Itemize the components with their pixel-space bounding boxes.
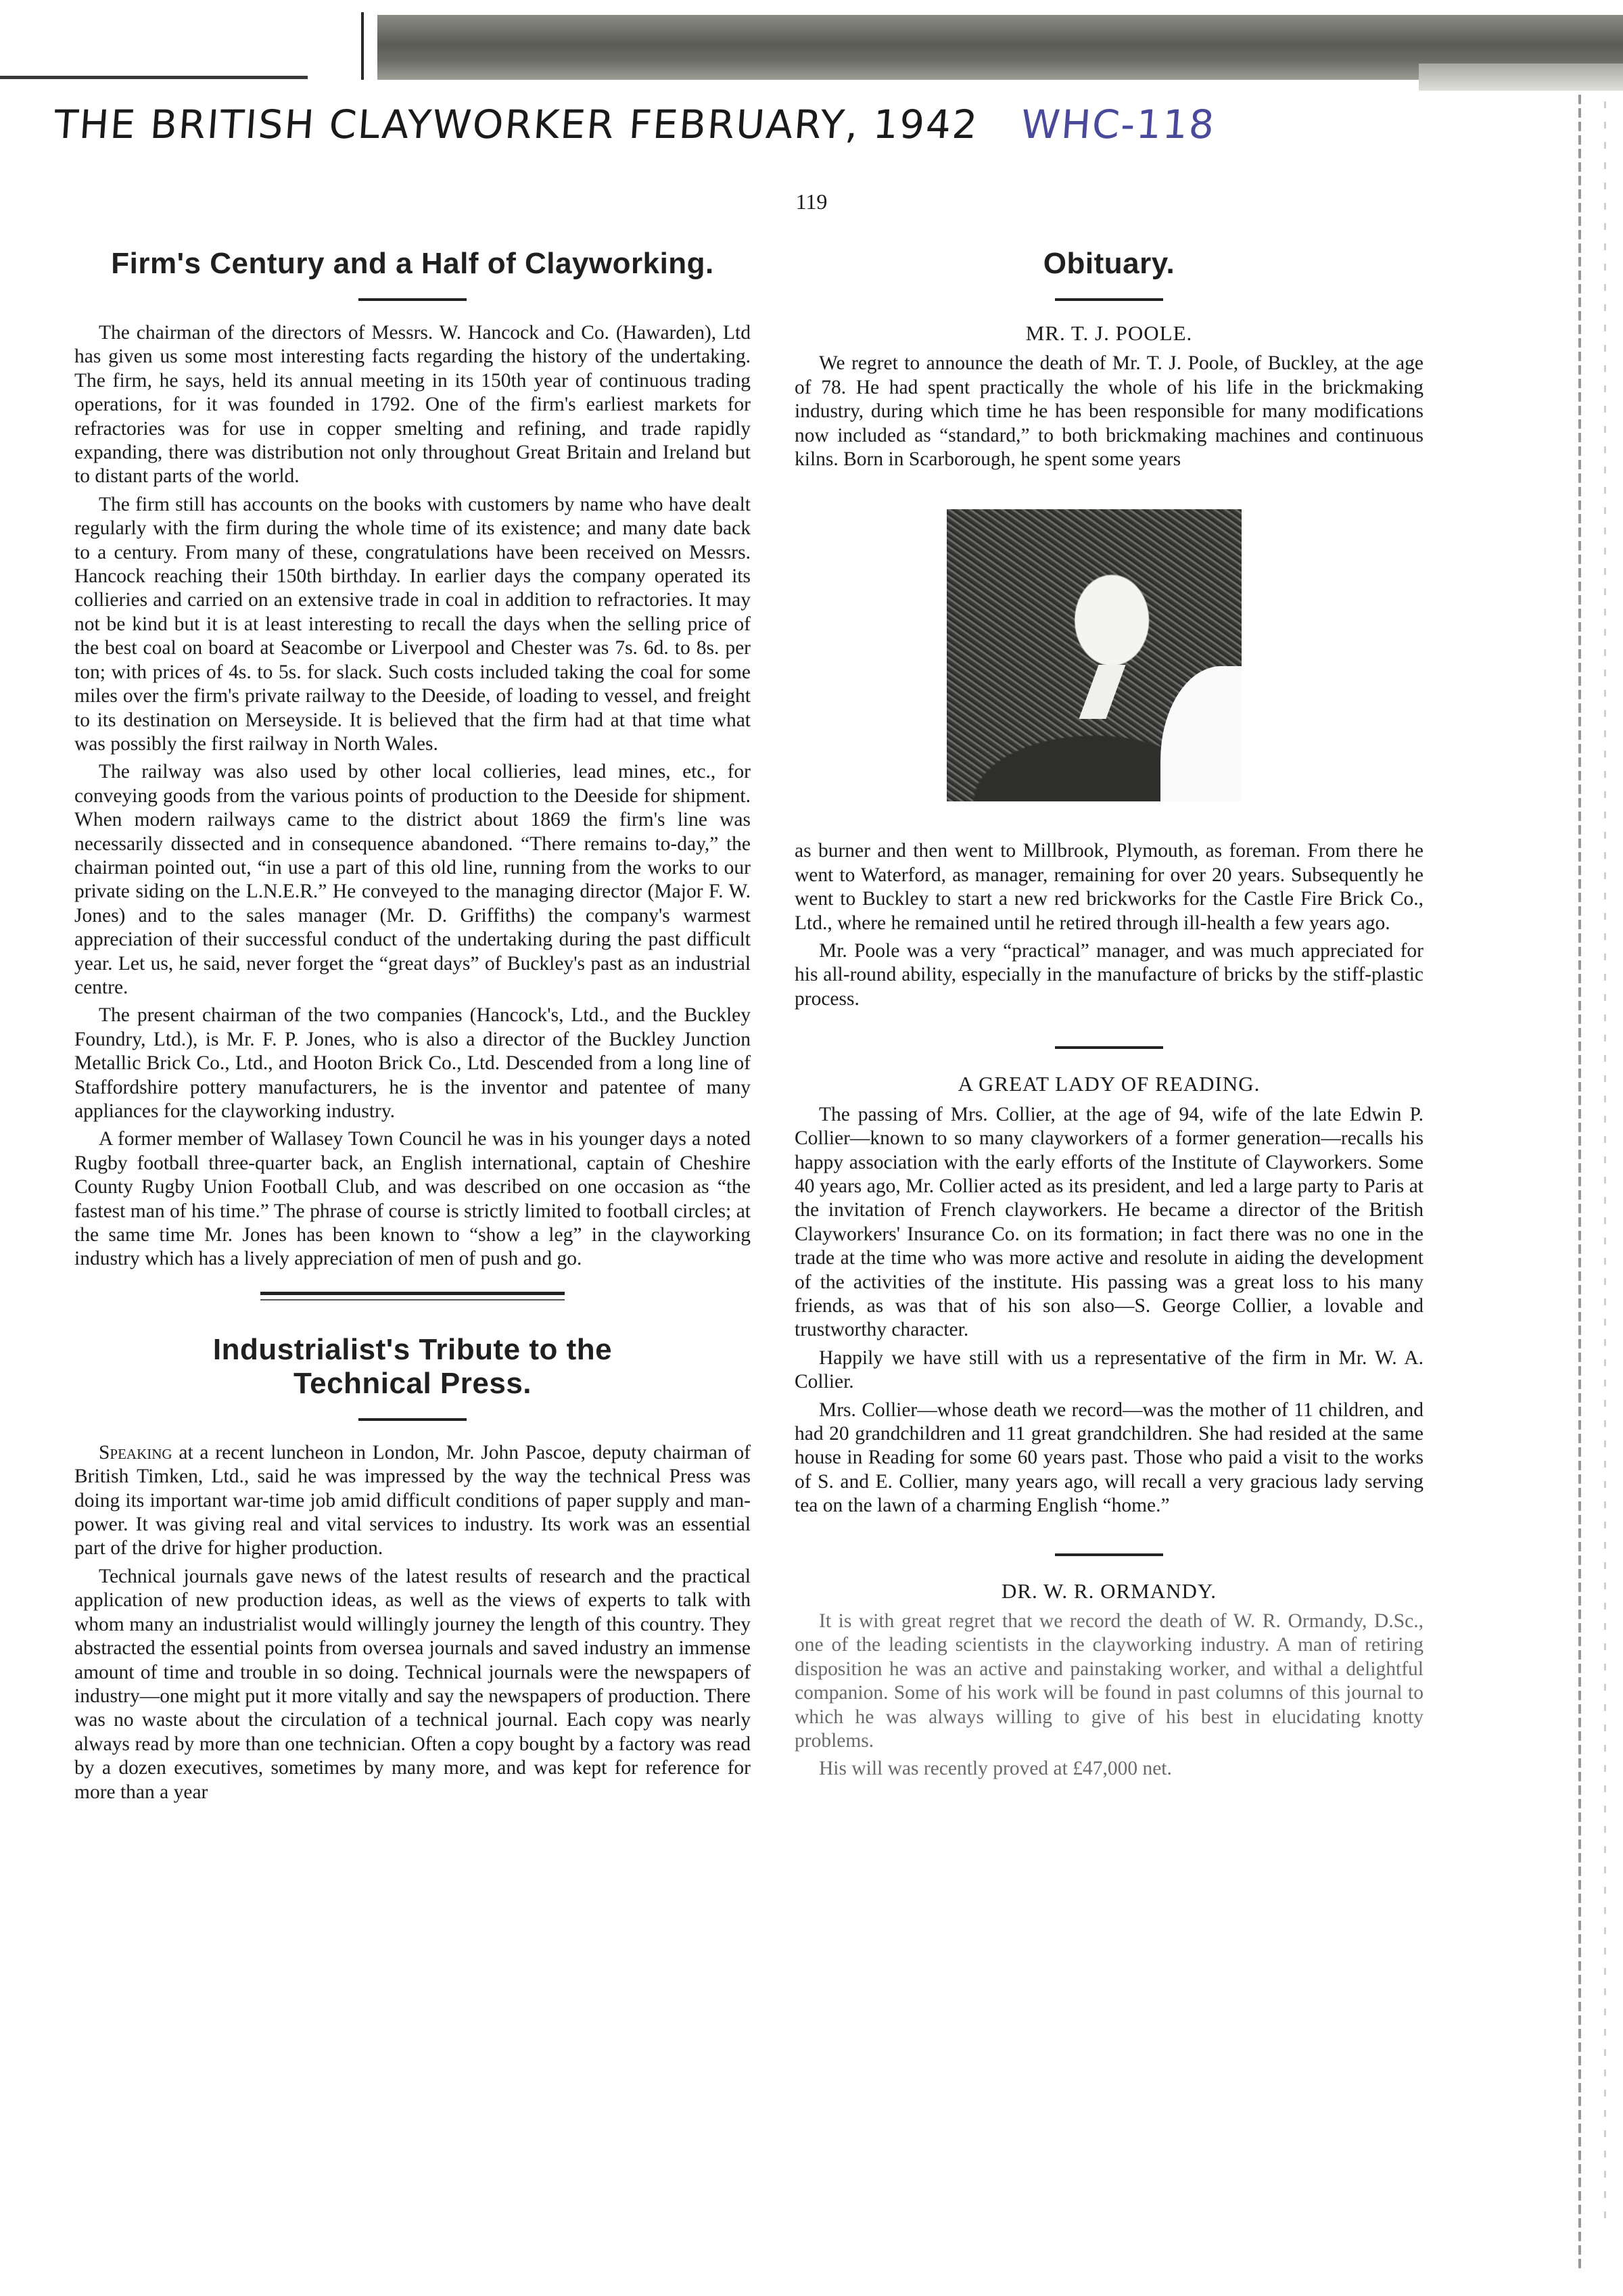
page-edge-bleed bbox=[1604, 101, 1606, 2232]
article-title: Firm's Century and a Half of Clayworking. bbox=[111, 247, 714, 280]
obituary-collier bbox=[795, 1072, 1424, 1518]
article-firms-century bbox=[74, 247, 751, 1271]
scan-shadow-band bbox=[377, 15, 1623, 80]
handwritten-reference-note: WHC-118 bbox=[1019, 101, 1217, 147]
article-paragraph: The chairman of the directors of Messrs. W. Hancock and Co. (Hawarden), Ltd has given us some most interesting facts regarding the history of the undertaking. The firm, he says, held its annual meeting in its 150th year of continuous trading operations, for it was founded in 1792. One of the firm's earliest markets for refractories was for use in copper smelting and refining, and trade rapidly expanding, there was distribution not only throughout Great Britain and Ireland but to distant parts of the world. bbox=[74, 322, 751, 488]
article-paragraph: The present chairman of the two companies (Hancock's, Ltd., and the Buckley Foundry, Ltd.), is Mr. F. P. Jones, who is also a director of the Buckley Junction Metallic Brick Co., Ltd., and Hooton Brick Co., Ltd. Descended from a long line of Staffordshire pottery manufacturers, he is the inventor and patentee of many appliances for the clayworking industry. bbox=[74, 1004, 751, 1122]
section-divider bbox=[1055, 1553, 1163, 1556]
portrait-photo bbox=[947, 509, 1242, 801]
obituary-paragraph: We regret to announce the death of Mr. T. J. Poole, of Buckley, at the age of 78. He had spent practically the whole of his life in the brickmaking industry, during which time he has been responsible for many modifications now included as “standard,” to both brickmaking machines and continuous kilns. Born in Scarborough, he spent some years bbox=[795, 352, 1424, 471]
obituary-paragraph: Happily we have still with us a representative of the firm in Mr. W. A. Collier. bbox=[795, 1346, 1424, 1393]
article-paragraph: The firm still has accounts on the books with customers by name who have dealt regularly with the firm during the whole time of its existence; and many date back to a century. From many of these, congratulations have been received on Messrs. Hancock reaching their 150th birthday. In earlier days the company operated its collieries and carried on an extensive trade in coal in addition to refractories. It may not be kind but it is at least interesting to recall the days when the selling price of the best coal on board at Seacombe or Liverpool and Chester was 7s. 6d. to 8s. per ton; with prices of 4s. to 5s. for slack. Such costs included taking the coal for some miles over the firm's private railway to the Deeside, of loading to vessel, and freight to its destination on Merseyside. It is believed that the firm had at that time what was possibly the first railway in North Wales. bbox=[74, 493, 751, 755]
obituary-paragraph: His will was recently proved at £47,000 net. bbox=[819, 1758, 1172, 1780]
article-title: Industrialist's Tribute to the Technical Press. bbox=[212, 1332, 613, 1400]
obituary-name: DR. W. R. ORMANDY. bbox=[1001, 1578, 1217, 1603]
obituary-name: A GREAT LADY OF READING. bbox=[958, 1072, 1261, 1096]
scan-edge-mark bbox=[361, 12, 364, 80]
article-paragraph: A former member of Wallasey Town Council he was in his younger days a noted Rugby football three-quarter back, an English international, captain of Cheshire County Rugby Union Football Club, and was described on one occasion as “the fastest man of his time.” The phrase of course is strictly limited to football circles; at the same time Mr. Jones has been known to “show a leg” in the clayworking industry which has a lively appreciation of men of push and go. bbox=[74, 1128, 751, 1270]
paragraph-text: at a recent luncheon in London, Mr. John Pascoe, deputy chairman of British Timken, Ltd., said he was impressed by the way the technical Press was doing its important war-time job amid difficult conditions of paper supply and man-power. It was giving real and vital services to industry. Its work was an essential part of the drive for higher production. bbox=[74, 1441, 751, 1560]
obituary-paragraph: Mr. Poole was a very “practical” manager, and was much appreciated for his all-round ability, especially in the manufacture of bricks by the stiff-plastic process. bbox=[795, 940, 1424, 1010]
section-title: Obituary. bbox=[1043, 247, 1175, 280]
left-column bbox=[74, 247, 751, 1808]
article-paragraph: The railway was also used by other local collieries, lead mines, etc., for conveying goods from the various points of production to the Deeside for shipment. When modern railways came to the district about 1869 the firm's line was necessarily dissected and in consequence abandoned. “There remains to-day,” the chairman pointed out, “in use a part of this old line, running from the works to our private siding on the L.N.E.R.” He conveyed to the managing director (Major F. W. Jones) and to the sales manager (Mr. D. Griffiths) the company's warmest appreciation of their successful conduct of the undertaking during the past difficult year. Let us, he said, never forget the “great days” of Buckley's past as an industrial centre. bbox=[74, 761, 751, 998]
section-divider bbox=[1055, 1046, 1163, 1049]
scan-edge-rule bbox=[0, 76, 308, 79]
page-number: 119 bbox=[795, 189, 828, 214]
section-divider bbox=[260, 1292, 565, 1301]
page-edge-right bbox=[1578, 95, 1581, 2272]
article-paragraph: Technical journals gave news of the latest results of research and the practical application of new production ideas, as well as the views of experts to talk with whom many an industrialist would willingly journey the length of this country. They abstracted the essential points from oversea journals and saved industry an immense amount of time and trouble in so doing. Technical journals were the newspapers of industry—one might put it more vitally and say the newspapers of production. There was no waste about the circulation of a technical journal. Each copy was nearly always read by more than one technician. Often a copy bought by a factory was read by a dozen executives, sometimes by many more, and was kept for reference for more than a year bbox=[74, 1565, 751, 1803]
title-rule bbox=[358, 1418, 467, 1421]
obituary-paragraph: The passing of Mrs. Collier, at the age of 94, wife of the late Edwin P. Collier—known to so many clayworkers of a former generation—recalls his happy association with the early efforts of the Institute of Clayworkers. Some 40 years ago, Mr. Collier acted as its president, and led a large party to Paris at the invitation of French clayworkers. He became a director of the British Clayworkers' Insurance Co. on its formation; in fact there was no one in the trade at the time who was more active and resolute in aiding the development of the activities of the institute. His passing was a great loss to his many friends, as was that of his son also—S. George Collier, a lovable and trustworthy character. bbox=[795, 1103, 1424, 1341]
obituary-paragraph: It is with great regret that we record the death of W. R. Ormandy, D.Sc., one of the leading scientists in the clayworking industry. A man of retiring disposition he was an active and painstaking worker, and withal a delightful companion. Some of his work will be found in past columns of this journal to which he was always willing to give of his best in elucidating knotty problems. bbox=[795, 1610, 1424, 1752]
right-column bbox=[795, 247, 1424, 1785]
article-paragraph bbox=[74, 1441, 751, 1561]
obituary-ormandy bbox=[795, 1579, 1424, 1781]
lead-word: Speaking bbox=[99, 1441, 172, 1463]
title-rule bbox=[1055, 298, 1163, 301]
article-industrialists-tribute bbox=[74, 1333, 751, 1804]
obituary-paragraph: Mrs. Collier—whose death we record—was the mother of 11 children, and had 20 grandchildren and 11 great grandchildren. She had resided at the same house in Reading for some 60 years past. Those who paid a visit to the works of S. and E. Collier, many years ago, will recall a very gracious lady serving tea on the lawn of a charming English “home.” bbox=[795, 1399, 1424, 1517]
obituary-poole bbox=[795, 321, 1424, 1011]
handwritten-publication-note: THE BRITISH CLAYWORKER FEBRUARY, 1942 bbox=[52, 101, 981, 147]
title-rule bbox=[358, 298, 467, 301]
obituary-name: MR. T. J. POOLE. bbox=[1025, 321, 1193, 345]
obituary-paragraph: as burner and then went to Millbrook, Plymouth, as foreman. From there he went to Waterford, as manager, remaining for over 20 years. Subsequently he went to Buckley to start a new red brickworks for the Castle Fire Brick Co., Ltd., where he remained until he retired through ill-health a few years ago. bbox=[795, 840, 1424, 934]
